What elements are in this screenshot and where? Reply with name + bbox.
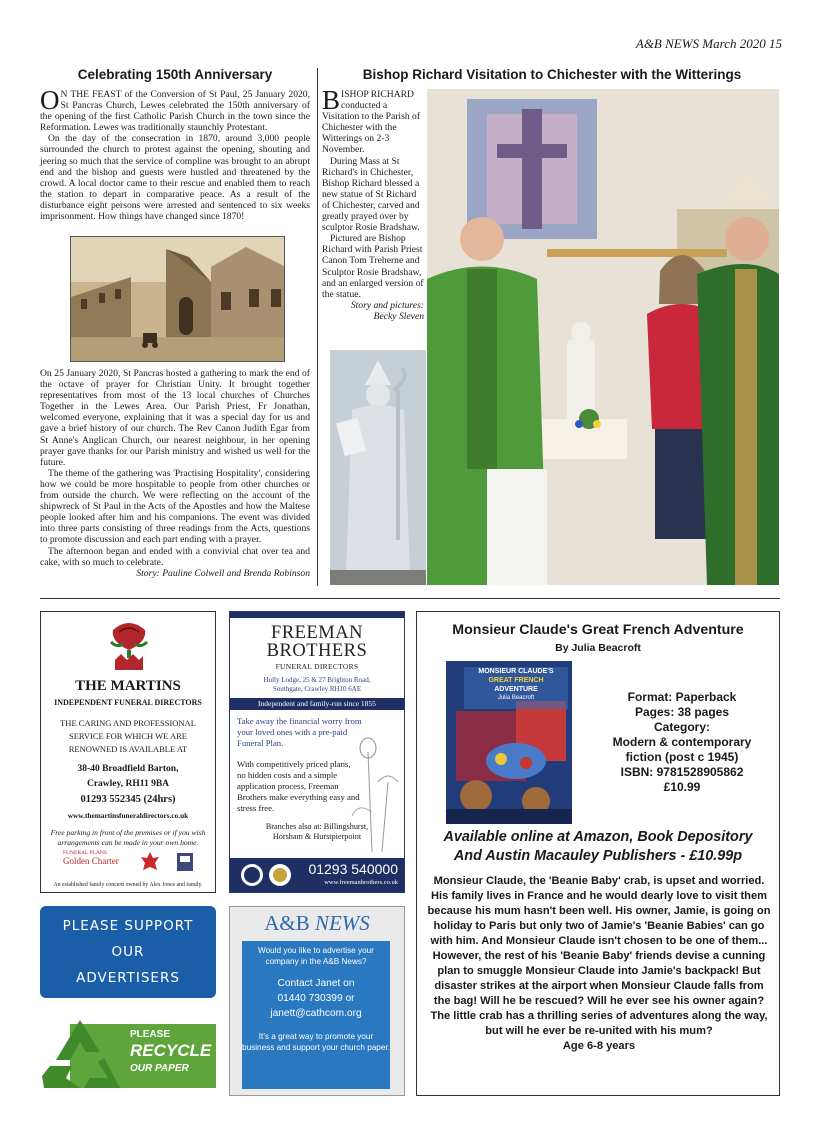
article-credit: Story and pictures: [350, 299, 424, 311]
article-body-anniversary-bottom [40, 368, 310, 579]
book-category-label: Category: [653, 720, 710, 734]
column-divider [317, 68, 318, 586]
book-format: Format: Paperback [627, 690, 737, 704]
martins-address [41, 762, 215, 792]
article-paragraph: ISHOP RICHARD conducted a Visitation to the Parish of Chichester with the Witterings on 2-3 November. [322, 89, 421, 156]
ab-title-ab: A&B [264, 911, 310, 935]
article-title-bishop: Bishop Richard Visitation to Chichester with the Witterings [362, 67, 742, 82]
freeman-subtitle: FUNERAL DIRECTORS [275, 662, 359, 671]
cover-title-line: ADVENTURE [494, 686, 538, 693]
martins-care-line: RENOWNED IS AVAILABLE AT [68, 744, 188, 754]
book-description-text: Monsieur Claude, the 'Beanie Baby' crab, is upset and worried. His family lives in France and he would dearly love to visit them because his mum hasn't been well. His owner, Jamie, is going on holiday to Paris but only two of Jamie's 'Beanie Babies' can go with him. And Monsieur Claude isn't chosen to be one of them... However, the rest of his 'Beanie Baby' friends devise a cunning plan to smuggle Monsieur Claude into Jamie's backpack! But disaster strikes at the airport when Monsieur Claude falls from the bag! Will he be rescued? Will he ever see his owner again? The little crab has a thrilling series of adventures along the way, but will he ever be re-united with his mum? [427, 875, 771, 1037]
article-paragraph: The afternoon began and ended with a convivial chat over tea and cake, with so much to celebrate. [40, 545, 310, 568]
book-pages: Pages: 38 pages [634, 705, 730, 719]
book-price: £10.99 [663, 780, 701, 794]
ab-advertise-question: Would you like to advertise your company in the A&B News? [258, 946, 374, 966]
martins-parking-note: Free parking in front of the premises or if you wish arrangements can be made in your own home. [50, 828, 206, 847]
martins-funeral-ad[interactable] [40, 611, 216, 893]
book-isbn: ISBN: 9781528905862 [620, 765, 744, 779]
recycle-line-3: OUR PAPER [130, 1063, 189, 1074]
freeman-website[interactable]: www.freemanbrothers.co.uk [324, 879, 398, 886]
martins-care-text [41, 717, 215, 756]
martins-rose-logo-icon [107, 620, 151, 674]
book-details [582, 690, 782, 795]
martins-care-line: SERVICE FOR WHICH WE ARE [68, 731, 187, 741]
article-body-bishop [322, 85, 424, 322]
freeman-address [230, 676, 404, 694]
martins-subtitle: INDEPENDENT FUNERAL DIRECTORS [54, 698, 202, 707]
martins-address-line: 38-40 Broadfield Barton, [77, 764, 179, 774]
ab-news-advertise-box[interactable] [229, 906, 405, 1096]
book-title: Monsieur Claude's Great French Adventure [452, 622, 744, 638]
martins-address-line: Crawley, RH11 9BA [86, 779, 170, 789]
martins-care-line: THE CARING AND PROFESSIONAL [60, 718, 196, 728]
article-paragraph: On 25 January 2020, St Pancras hosted a gathering to mark the end of the octave of prayer for Christian Unity. It brought together representatives from most of the 13 local churches of Churches Together in the Lewes Area. Our Parish Priest, Fr Jonathan, welcomed everyone, explaining that it was a special day for us and gave a brief history of our church. The Rev Canon Judith Egar from St Anne's Anglican Church, our nearest neighbour, in her opening prayer gave thanks for our Parish ministry and wished us well for the future. [40, 368, 310, 468]
please-support-banner [40, 906, 216, 998]
freeman-branch-line: Horsham & Hurstpierpoint [272, 832, 362, 841]
bishop-group-photo [427, 89, 779, 585]
statue-photo [330, 350, 426, 585]
article-credit: Story: Pauline Colwell and Brenda Robinson [136, 567, 310, 579]
book-cover-image [446, 661, 572, 824]
article-body-anniversary-top [40, 85, 310, 223]
ab-contact [242, 976, 390, 1021]
support-line: PLEASE SUPPORT [62, 918, 194, 934]
maple-leaf-icon [141, 852, 159, 872]
ab-news-title [230, 911, 404, 936]
book-author: By Julia Beacroft [555, 642, 641, 654]
book-advert [416, 611, 780, 1096]
crest-badge-icon [240, 863, 264, 887]
freeman-name [230, 624, 404, 660]
ab-contact-email[interactable]: janett@cathcom.org [270, 1008, 362, 1019]
ab-news-contact-panel [242, 941, 390, 1089]
church-sepia-photo [70, 236, 285, 362]
recycle-line-1: PLEASE [130, 1029, 171, 1040]
book-availability [417, 828, 779, 866]
article-paragraph: N THE FEAST of the Conversion of St Paul, 25 January 2020, St Pancras Church, Lewes celebrated the 150th anniversary of the opening of the first Catholic Parish Church in the town since the Reformation. Lewes was traditionally staunchly Protestant. [40, 89, 310, 134]
freeman-branch-line: Branches also at: Billingshurst, [265, 822, 369, 831]
nafd-badge-icon [268, 863, 292, 887]
page-header: A&B NEWS March 2020 15 [635, 36, 782, 51]
support-line: OUR [111, 944, 145, 960]
cover-title-line: MONSIEUR CLAUDE'S [478, 668, 554, 675]
ab-title-news: NEWS [314, 911, 370, 935]
freeman-brothers-ad[interactable] [229, 611, 405, 893]
freeman-name-line: FREEMAN [271, 623, 363, 643]
association-badge-icon [177, 853, 193, 871]
freeman-address-line: Southgate, Crawley RH10 6AE [272, 685, 362, 693]
cover-title [464, 667, 568, 703]
freeman-name-line: BROTHERS [266, 641, 368, 661]
golden-charter-logo [63, 850, 133, 866]
freeman-contact-bar [230, 858, 404, 892]
freeman-address-line: Holly Lodge, 25 & 27 Brighton Road, [263, 676, 371, 684]
ab-tagline: It's a great way to promote your business and support your church paper. [242, 1032, 390, 1052]
recycle-banner [40, 1016, 216, 1096]
support-line: ADVERTISERS [76, 970, 180, 986]
article-paragraph: Pictured are Bishop Richard with Parish Priest Canon Tom Treherne and Sculptor Rosie Bradshaw, and an enlarged version of the statue. [322, 233, 424, 300]
ab-contact-line: Contact Janet on [277, 978, 355, 989]
cover-author: Julia Beacroft [497, 695, 535, 701]
cover-title-line: GREAT FRENCH [488, 677, 544, 684]
freeman-prepaid-text: Take away the financial worry from your loved ones with a pre-paid Funeral Plan. [237, 716, 362, 748]
golden-charter-small: FUNERAL PLANS [63, 850, 107, 856]
book-category: Modern & contemporary [612, 735, 752, 749]
martins-established-note: An established family concern owned by Alex Jones and family. [53, 882, 203, 888]
dropcap: O [40, 85, 60, 115]
book-age-range: Age 6-8 years [562, 1040, 636, 1052]
martins-phone: 01293 552345 (24hrs) [80, 794, 176, 805]
article-paragraph: On the day of the consecration in 1870, around 3,000 people surrounded the church to protest against the opening, shouting and jeering so much that the service of compline was brought to an abrupt end and the bishop and guests were hustled and threatened by the crowd. A local doctor came to their rescue and enabled them to reach the station to depart in comparative peace. As a result of the disturbance eight persons were arrested and sentenced to six weeks imprisonment. How things have changed since 1870! [40, 133, 310, 223]
dropcap: B [322, 85, 341, 115]
book-availability-line: And Austin Macauley Publishers - £10.99p [453, 848, 743, 864]
recycle-line-2: RECYCLE [130, 1041, 212, 1060]
book-category: fiction (post c 1945) [625, 750, 739, 764]
golden-charter-name: Golden Charter [63, 856, 119, 866]
book-description [425, 874, 773, 1054]
article-credit: Becky Sleven [373, 310, 424, 322]
ab-contact-phone: 01440 730399 or [277, 993, 355, 1004]
book-availability-line: Available online at Amazon, Book Depository [443, 829, 753, 845]
section-divider [40, 598, 780, 599]
freeman-since-band: Independent and family-run since 1855 [230, 698, 404, 710]
article-title-anniversary: Celebrating 150th Anniversary [77, 67, 273, 82]
martins-website[interactable]: www.themartinsfuneraldirectors.co.uk [67, 811, 189, 820]
martins-name: THE MARTINS [75, 678, 181, 694]
freeman-plans-text: With competitively priced plans, no hidden costs and a simple application process, Freeman Brothers make everything easy and stress free. [237, 759, 360, 813]
freeman-phone: 01293 540000 [308, 861, 398, 877]
freeman-top-bar [230, 612, 404, 618]
article-paragraph: During Mass at St Richard's in Chichester, Bishop Richard blessed a new statue of St Richard of Chichester, carved and greatly prayed over by sculptor Rosie Bradshaw. [322, 155, 420, 234]
article-paragraph: The theme of the gathering was 'Practising Hospitality', considering how we could be more hospitable to people from other churches or from outside the church. We were reflecting on the account of the shipwreck of St Paul in the Acts of the Apostles and how the Maltese people looked after him and his companions. The event was divided into three parts consisting of three readings from the Acts, questions to promote discussion and each part ending with a prayer. [40, 467, 310, 546]
poppy-sketch-icon [348, 732, 404, 852]
